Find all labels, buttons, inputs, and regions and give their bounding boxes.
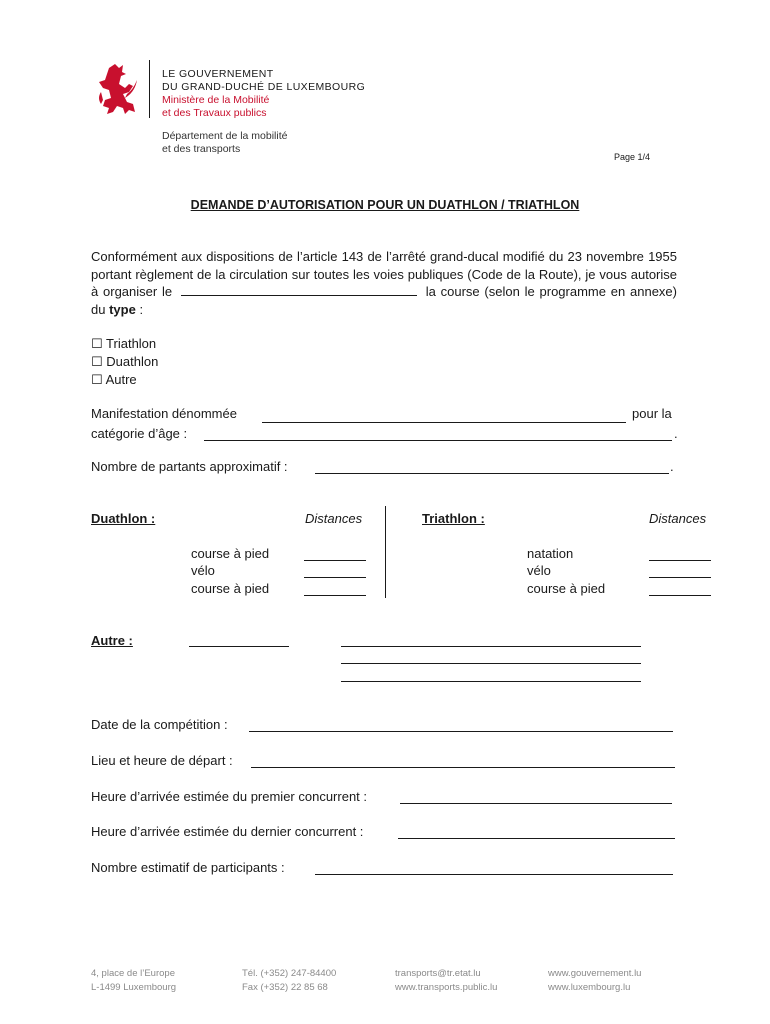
intro-text: Conformément aux dispositions de l’article 143 de l’arrêté grand-ducal modifié du 23 novembre 1955 portant règlement de la circulation sur toutes les voies publiques (Code de la Route), je vous autorise à organiser le: [91, 249, 677, 300]
triathlon-distance-field-3[interactable]: [649, 595, 711, 596]
triathlon-heading: Triathlon :: [422, 511, 485, 526]
dept-line-2: et des transports: [162, 143, 241, 155]
footer-phone: [242, 967, 336, 995]
duathlon-item-3: course à pied: [191, 581, 270, 596]
intro-end: :: [135, 301, 144, 317]
race-name-field[interactable]: [181, 283, 417, 296]
intro-type-word: type: [109, 301, 136, 317]
lieu-field[interactable]: [251, 767, 675, 768]
footer-address-2: L-1499 Luxembourg: [91, 982, 177, 993]
triathlon-item-3: course à pied: [527, 581, 606, 596]
checkbox-label: Duathlon: [106, 354, 159, 369]
triathlon-item-2: vélo: [527, 563, 551, 578]
premier-field[interactable]: [400, 803, 672, 804]
dernier-field[interactable]: [398, 838, 675, 839]
ministry-line-1: Ministère de la Mobilité: [162, 94, 270, 106]
footer-contact: [395, 967, 497, 995]
duathlon-item-2: vélo: [191, 563, 215, 578]
checkbox-duathlon[interactable]: [91, 354, 158, 370]
date-label: Date de la compétition :: [91, 717, 228, 732]
duathlon-distance-field-2[interactable]: [304, 577, 366, 578]
lieu-label: Lieu et heure de départ :: [91, 753, 233, 768]
checkbox-icon: ☐: [91, 372, 103, 387]
participants-field[interactable]: [315, 874, 673, 875]
manifestation-suffix: pour la: [632, 406, 672, 421]
document-title: DEMANDE D’AUTORISATION POUR UN DUATHLON / TRIATHLON: [190, 198, 580, 212]
intro-paragraph: [91, 248, 677, 318]
checkbox-icon: ☐: [91, 354, 103, 369]
checkbox-label: Autre: [105, 372, 137, 387]
triathlon-distance-field-1[interactable]: [649, 560, 711, 561]
autre-name-field[interactable]: [189, 646, 289, 647]
header-divider: [149, 60, 150, 118]
gov-line-2: DU GRAND-DUCHÉ DE LUXEMBOURG: [162, 81, 366, 93]
footer-web-transports[interactable]: www.transports.public.lu: [395, 982, 498, 993]
manifestation-name-field[interactable]: [262, 422, 626, 423]
partants-label: Nombre de partants approximatif :: [91, 459, 288, 474]
age-category-period: .: [674, 426, 678, 441]
duathlon-heading: Duathlon :: [91, 511, 156, 526]
intro-mid: la course (selon le programme en annexe) du: [91, 284, 677, 317]
footer-websites: [548, 967, 641, 995]
participants-label: Nombre estimatif de participants :: [91, 860, 285, 875]
triathlon-distances-header: Distances: [649, 511, 707, 526]
department: [162, 130, 287, 156]
autre-detail-field-3[interactable]: [341, 681, 641, 682]
premier-label: Heure d’arrivée estimée du premier concurrent :: [91, 789, 368, 804]
footer-address: [91, 967, 176, 995]
duathlon-item-1: course à pied: [191, 546, 270, 561]
duathlon-distance-field-1[interactable]: [304, 560, 366, 561]
manifestation-label: Manifestation dénommée: [91, 406, 237, 421]
footer-tel: Tél. (+352) 247-84400: [242, 968, 337, 979]
dept-line-1: Département de la mobilité: [162, 130, 288, 142]
dernier-label: Heure d’arrivée estimée du dernier concurrent :: [91, 824, 364, 839]
duathlon-distances-header: Distances: [305, 511, 363, 526]
footer-address-1: 4, place de l’Europe: [91, 968, 175, 979]
autre-heading: Autre :: [91, 633, 133, 648]
age-category-label: catégorie d’âge :: [91, 426, 188, 441]
gov-line-1: LE GOUVERNEMENT: [162, 68, 274, 80]
triathlon-item-1: natation: [527, 546, 574, 561]
checkbox-label: Triathlon: [106, 336, 157, 351]
age-category-field[interactable]: [204, 440, 672, 441]
triathlon-distance-field-2[interactable]: [649, 577, 711, 578]
autre-detail-field-2[interactable]: [341, 663, 641, 664]
autre-detail-field-1[interactable]: [341, 646, 641, 647]
checkbox-icon: ☐: [91, 336, 103, 351]
footer-fax: Fax (+352) 22 85 68: [242, 982, 328, 993]
partants-period: .: [670, 459, 674, 474]
footer-email[interactable]: transports@tr.etat.lu: [395, 968, 481, 979]
duathlon-distance-field-3[interactable]: [304, 595, 366, 596]
checkbox-triathlon[interactable]: [91, 336, 156, 352]
date-field[interactable]: [249, 731, 673, 732]
checkbox-autre[interactable]: [91, 372, 137, 388]
footer-web-luxembourg[interactable]: www.luxembourg.lu: [548, 982, 631, 993]
ministry-line-2: et des Travaux publics: [162, 107, 267, 119]
footer-web-gouvernement[interactable]: www.gouvernement.lu: [548, 968, 642, 979]
page-number: Page 1/4: [614, 152, 651, 162]
luxembourg-lion-logo: [95, 62, 139, 118]
column-divider: [385, 506, 386, 598]
partants-field[interactable]: [315, 473, 669, 474]
